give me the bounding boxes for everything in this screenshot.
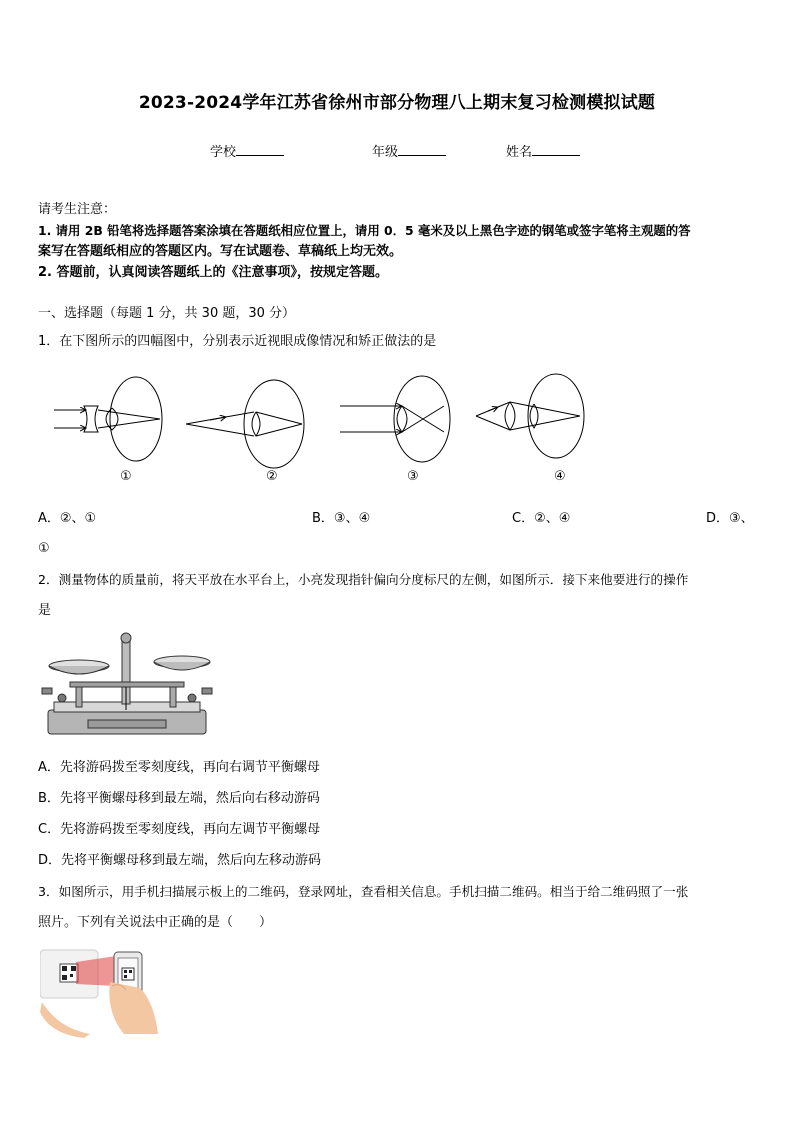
q1-option-b[interactable]: B．③、④ bbox=[312, 511, 371, 526]
q3-stem-line2: 照片。下列有关说法中正确的是（ ） bbox=[38, 915, 273, 930]
q1-fig-label-1: ① bbox=[120, 469, 132, 484]
q3-stem-line1: 3．如图所示，用手机扫描展示板上的二维码，登录网址，查看相关信息。手机扫描二维码。相当于给二维码照了一张 bbox=[38, 884, 689, 899]
name-field bbox=[506, 141, 580, 160]
q1-option-d[interactable]: D．③、 bbox=[706, 511, 754, 526]
q2-option-b[interactable]: B．先将平衡螺母移到最左端，然后向右移动游码 bbox=[38, 791, 320, 806]
eye-diagram-4 bbox=[476, 374, 584, 458]
eye-diagram-1 bbox=[54, 377, 162, 461]
school-field bbox=[210, 141, 284, 160]
q1-fig-label-3: ③ bbox=[407, 469, 419, 484]
eye-diagram-3 bbox=[340, 376, 450, 462]
grade-blank[interactable] bbox=[398, 143, 446, 156]
school-label: 学校 bbox=[210, 145, 237, 160]
phone-scanning-qr-image bbox=[40, 942, 160, 1038]
balance-scale-image bbox=[40, 632, 216, 740]
q1-option-a[interactable]: A．②、① bbox=[38, 511, 97, 526]
q1-fig-label-4: ④ bbox=[554, 469, 566, 484]
section1-heading: 一、选择题（每题 1 分，共 30 题，30 分） bbox=[38, 306, 296, 321]
eye-diagram-2 bbox=[186, 380, 304, 468]
grade-label: 年级 bbox=[372, 145, 399, 160]
page-title: 2023-2024学年江苏省徐州市部分物理八上期末复习检测模拟试题 bbox=[138, 93, 656, 113]
name-blank[interactable] bbox=[532, 143, 580, 156]
notice-item1-line1: 1. 请用 2B 铅笔将选择题答案涂填在答题纸相应位置上，请用 0．5 毫米及以上黑色字迹的钢笔或签字笔将主观题的答 bbox=[38, 223, 691, 238]
q2-option-a[interactable]: A．先将游码拨至零刻度线，再向右调节平衡螺母 bbox=[38, 760, 320, 775]
name-label: 姓名 bbox=[506, 145, 533, 160]
q2-stem-line2: 是 bbox=[38, 603, 52, 618]
q2-option-c[interactable]: C．先将游码拨至零刻度线，再向左调节平衡螺母 bbox=[38, 822, 321, 837]
q1-option-d-wrap: ① bbox=[38, 541, 50, 556]
notice-item1-line2: 案写在答题纸相应的答题区内。写在试题卷、草稿纸上均无效。 bbox=[38, 244, 403, 259]
q1-stem: 1．在下图所示的四幅图中，分别表示近视眼成像情况和矫正做法的是 bbox=[38, 334, 437, 349]
q1-fig-label-2: ② bbox=[266, 469, 278, 484]
q2-stem-line1: 2．测量物体的质量前，将天平放在水平台上，小亮发现指针偏向分度标尺的左侧，如图所示．接下来他要进行的操作 bbox=[38, 572, 689, 587]
notice-item2: 2. 答题前，认真阅读答题纸上的《注意事项》，按规定答题。 bbox=[38, 265, 389, 280]
notice-heading: 请考生注意： bbox=[38, 202, 117, 217]
grade-field bbox=[372, 141, 446, 160]
q1-option-c[interactable]: C．②、④ bbox=[512, 511, 571, 526]
q2-option-d[interactable]: D．先将平衡螺母移到最左端，然后向左移动游码 bbox=[38, 853, 322, 868]
school-blank[interactable] bbox=[236, 143, 284, 156]
